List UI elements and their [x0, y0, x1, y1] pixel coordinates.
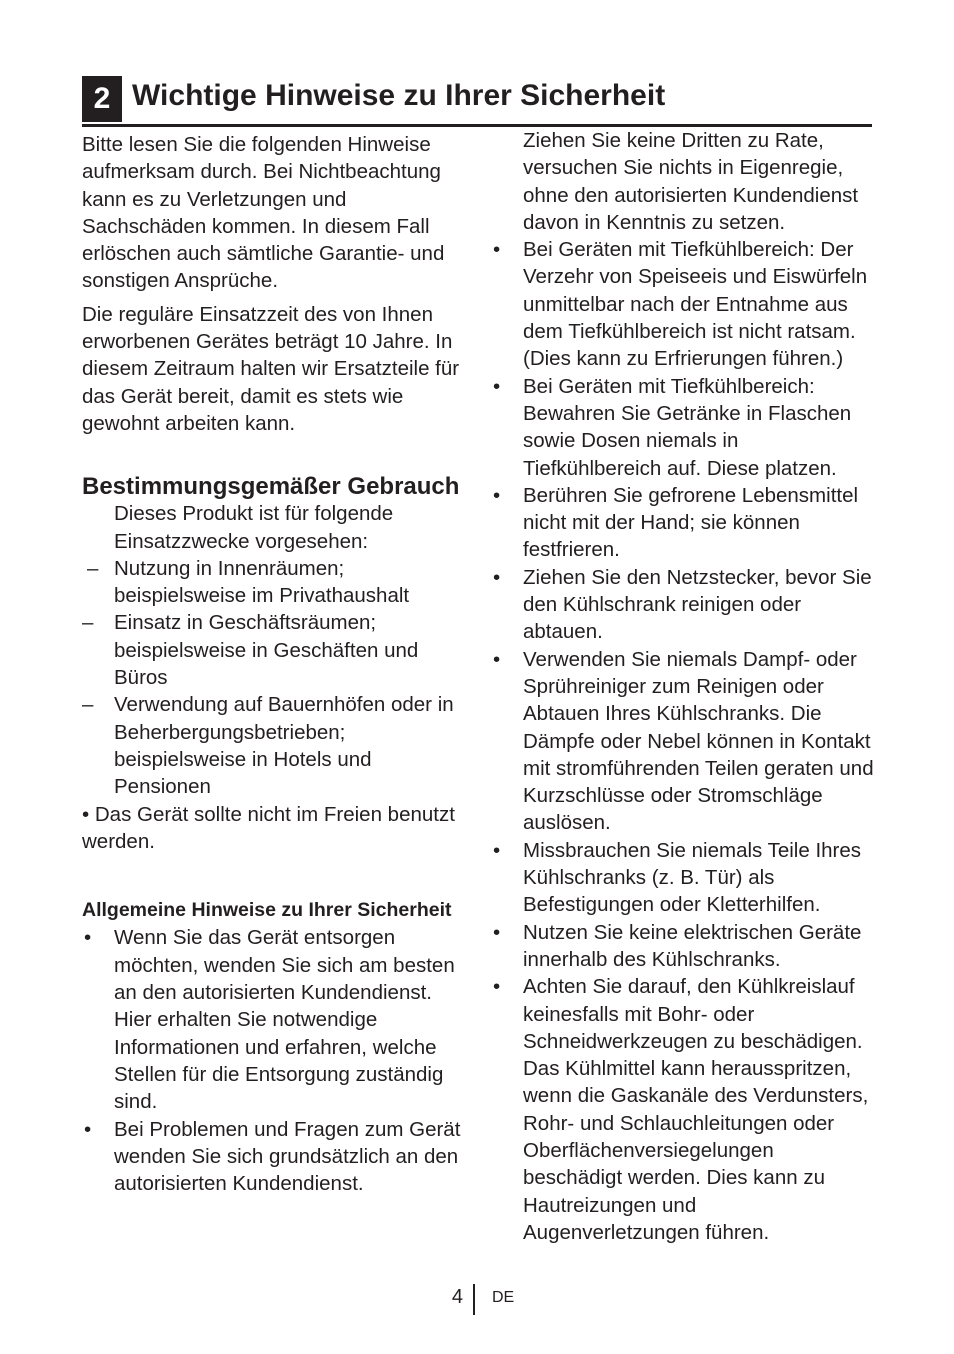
bullet-marker: • — [493, 238, 501, 262]
list-item — [82, 924, 467, 1115]
bullet-marker: • — [493, 920, 501, 944]
chapter-number: 2 — [82, 76, 122, 122]
bullet-marker: • — [493, 483, 501, 507]
right-column — [491, 127, 876, 1246]
bullet-marker: • — [493, 975, 501, 999]
list-item — [491, 564, 876, 646]
list-item — [491, 482, 876, 564]
language-code: DE — [492, 1289, 515, 1306]
bullet-marker: • — [84, 1117, 92, 1141]
list-item-text: Bei Geräten mit Tiefkühlbereich: Bewahren Sie Getränke in Flaschen sowie Dosen niemals in Tiefkühlbereich auf. Diese platzen. — [523, 374, 852, 480]
list-item — [491, 919, 876, 974]
intended-use-intro: Dieses Produkt ist für folgende Einsatzzwecke vorgesehen: — [114, 502, 394, 553]
list-item-text: Missbrauchen Sie niemals Teile Ihres Kühlschranks (z. B. Tür) als Befestigungen oder Kletterhilfen. — [523, 838, 862, 917]
bullet-marker: • — [84, 926, 92, 950]
list-item-text: Wenn Sie das Gerät entsorgen möchten, wenden Sie sich am besten an den autorisierten Kundendienst. Hier erhalten Sie notwendige Informationen und erfahren, welche Stellen für die Entsorgung zuständig sind. — [114, 926, 455, 1114]
list-item — [82, 609, 467, 691]
list-item-text: Achten Sie darauf, den Kühlkreislauf keinesfalls mit Bohr- oder Schneidwerkzeugen zu beschädigen. Das Kühlmittel kann herausspritzen, wenn die Gaskanäle des Verdunsters, Rohr- und Schlauchleitungen oder Oberflächenversiegelungen beschädigt werden. Dies kann zu Hautreizungen und Augenverletzungen führen. — [523, 975, 869, 1244]
bullet-marker: • — [493, 647, 501, 671]
dash-marker: – — [82, 611, 94, 635]
list-item-text: Nutzen Sie keine elektrischen Geräte innerhalb des Kühlschranks. — [523, 920, 862, 971]
list-item-text: Verwendung auf Bauernhöfen oder in Beherbergungsbetrieben; beispielsweise in Hotels und Pensionen — [114, 693, 454, 799]
chapter-header — [82, 70, 872, 127]
list-item — [491, 973, 876, 1246]
list-item — [82, 691, 467, 800]
page-number: 4 — [451, 1286, 463, 1308]
outdoor-note: • Das Gerät sollte nicht im Freien benutzt werden. — [82, 802, 455, 853]
dash-marker: – — [87, 556, 99, 580]
list-item — [491, 236, 876, 372]
intro-paragraph: Die reguläre Einsatzzeit des von Ihnen erworbenen Gerätes beträgt 10 Jahre. In diesem Zeitraum halten wir Ersatzteile für das Gerät bereit, damit es stets wie gewohnt arbeiten kann. — [82, 302, 460, 435]
list-item — [491, 837, 876, 919]
list-item — [82, 1116, 467, 1198]
page-title: Wichtige Hinweise zu Ihrer Sicherheit — [132, 79, 666, 112]
bullet-marker: • — [493, 374, 501, 398]
list-item — [82, 555, 467, 610]
list-item-text: Bei Problemen und Fragen zum Gerät wenden Sie sich grundsätzlich an den autorisierten Kundendienst. — [114, 1117, 461, 1196]
intro-paragraph: Bitte lesen Sie die folgenden Hinweise aufmerksam durch. Bei Nichtbeachtung kann es zu Verletzungen und Sachschäden kommen. In diesem Fall erlöschen auch sämtliche Garantie- und sonstigen Ansprüche. — [82, 133, 445, 293]
intended-use-heading: Bestimmungsgemäßer Gebrauch — [82, 473, 460, 501]
general-safety-heading: Allgemeine Hinweise zu Ihrer Sicherheit — [82, 899, 452, 922]
bullet-marker: • — [493, 565, 501, 589]
list-item-text: Bei Geräten mit Tiefkühlbereich: Der Verzehr von Speiseeis und Eiswürfeln unmittelbar nach der Entnahme aus dem Tiefkühlbereich ist nicht ratsam. (Dies kann zu Erfrierungen führen.) — [523, 238, 868, 371]
dash-marker: – — [82, 693, 94, 717]
list-item — [491, 373, 876, 482]
page-footer — [0, 1284, 954, 1316]
list-item-text: Berühren Sie gefrorene Lebensmittel nicht mit der Hand; sie können festfrieren. — [523, 483, 859, 562]
list-item-text: Einsatz in Geschäftsräumen; beispielsweise in Geschäften und Büros — [114, 611, 419, 690]
list-item-text: Nutzung in Innenräumen; beispielsweise im Privathaushalt — [114, 556, 410, 608]
list-item-text: Verwenden Sie niemals Dampf- oder Sprühreiniger zum Reinigen oder Abtauen Ihres Kühlschranks. Die Dämpfe oder Nebel können in Kontakt mit stromführenden Teilen geraten und Kurzschlüsse oder Stromschläge auslösen. — [523, 647, 874, 835]
bullet-marker: • — [493, 838, 501, 862]
footer-divider — [473, 1284, 475, 1315]
list-item-text: Ziehen Sie den Netzstecker, bevor Sie den Kühlschrank reinigen oder abtauen. — [523, 565, 872, 644]
left-column — [82, 131, 467, 1197]
list-item-continuation: Ziehen Sie keine Dritten zu Rate, versuchen Sie nichts in Eigenregie, ohne den autorisierten Kundendienst davon in Kenntnis zu setzen. — [523, 129, 859, 234]
list-item — [491, 646, 876, 837]
